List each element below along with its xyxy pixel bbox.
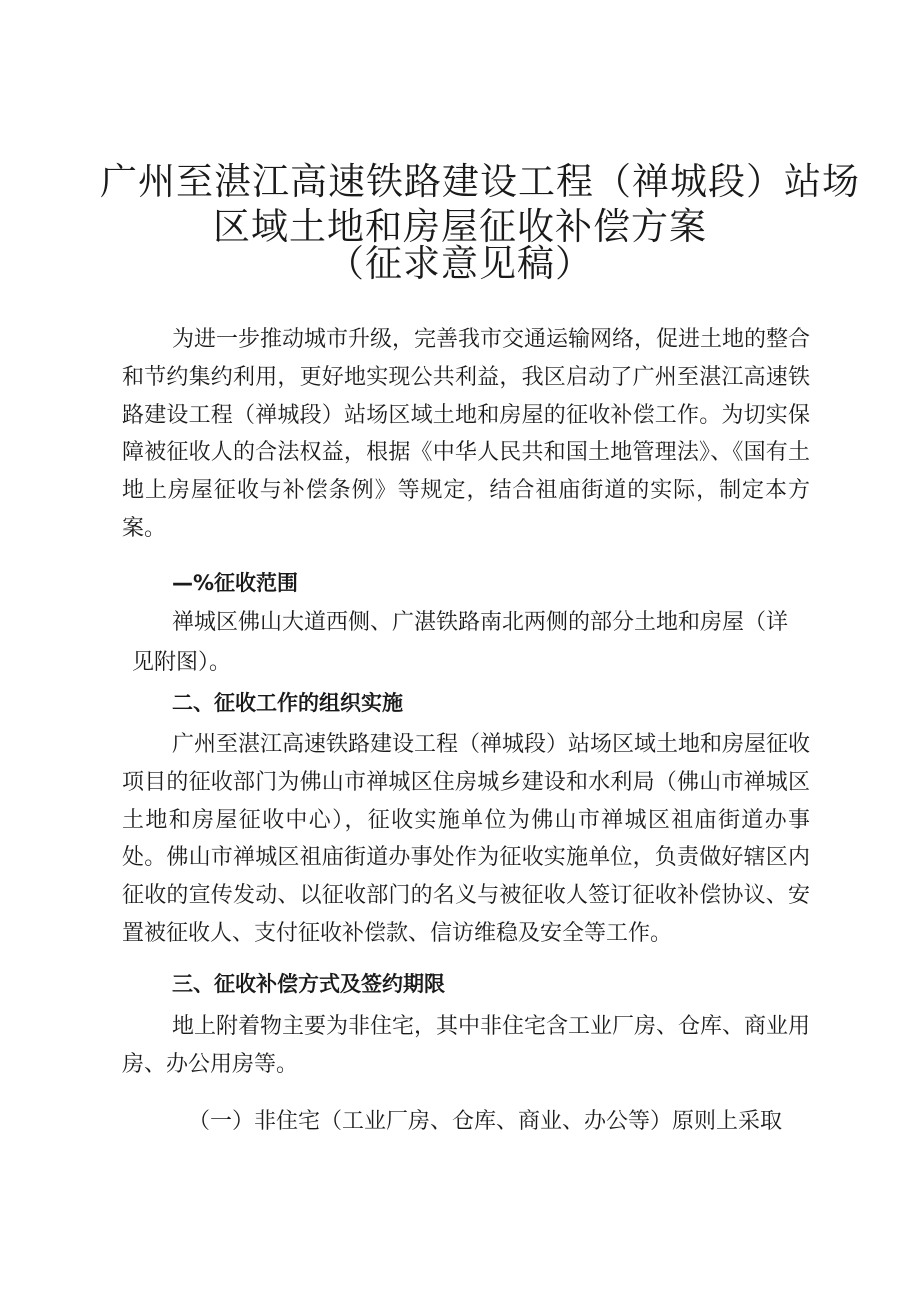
intro-paragraph bbox=[122, 321, 810, 548]
section-2-paragraph bbox=[122, 726, 810, 953]
section-2-heading: 二、征收工作的组织实施 bbox=[172, 691, 403, 715]
document-title-line-1: 广州至湛江高速铁路建设工程（禅城段）站场 bbox=[100, 160, 860, 203]
section-3-paragraph-text: 地上附着物主要为非住宅，其中非住宅含工业厂房、仓库、商业用房、办公用房等。 bbox=[122, 1014, 811, 1077]
document-title-line-2: 区域土地和房屋征收补偿方案 bbox=[213, 205, 707, 248]
section-1-text-line-2: 见附图）。 bbox=[132, 650, 232, 675]
section-1-text-line-1: 禅城区佛山大道西侧、广湛铁路南北两侧的部分土地和房屋（详 bbox=[172, 610, 789, 635]
section-1-heading: —%征收范围 bbox=[172, 571, 299, 595]
section-2-paragraph-text: 广州至湛江高速铁路建设工程（禅城段）站场区域土地和房屋征收项目的征收部门为佛山市禅城区住房城乡建设和水利局（佛山市禅城区土地和房屋征收中心），征收实施单位为佛山市禅城区祖庙街道办事处。佛山市禅城区祖庙街道办事处作为征收实施单位，负责做好辖区内征收的宣传发动、以征收部门的名义与被征收人签订征收补偿协议、安置被征收人、支付征收补偿款、信访维稳及安全等工作。 bbox=[122, 732, 811, 946]
section-3-paragraph bbox=[122, 1008, 810, 1084]
section-3-heading: 三、征收补偿方式及签约期限 bbox=[172, 972, 445, 996]
subsection-1-line: （一）非住宅（工业厂房、仓库、商业、办公等）原则上采取 bbox=[188, 1109, 783, 1134]
intro-paragraph-text: 为进一步推动城市升级，完善我市交通运输网络，促进土地的整合和节约集约利用，更好地实现公共利益，我区启动了广州至湛江高速铁路建设工程（禅城段）站场区域土地和房屋的征收补偿工作。为切实保障被征收人的合法权益，根据《中华人民共和国土地管理法》、《国有土地上房屋征收与补偿条例》等规定，结合祖庙街道的实际，制定本方案。 bbox=[122, 327, 811, 541]
document-title-line-3: （征求意见稿） bbox=[327, 242, 593, 285]
